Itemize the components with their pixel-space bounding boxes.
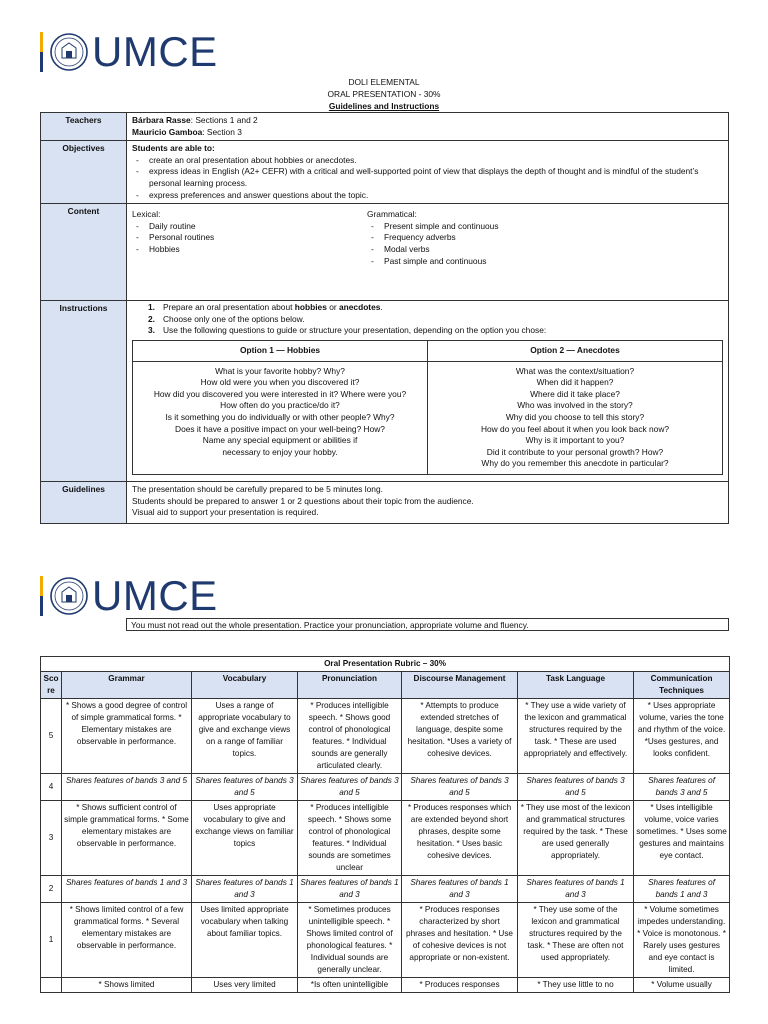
text-line: Why is it important to you?: [525, 435, 625, 446]
text-line: How often do you practice/do it?: [220, 400, 340, 411]
table-cell: 1: [41, 903, 62, 978]
list-item: - create an oral presentation about hobbies or anecdotes.: [132, 155, 723, 167]
list-item: - Hobbies: [132, 244, 367, 256]
table-cell: Shares features of bands 1 and 3: [62, 876, 192, 903]
header-vocabulary: Vocabulary: [192, 672, 298, 699]
text-line: What is your favorite hobby? Why?: [215, 365, 345, 376]
table-cell: [41, 978, 62, 993]
table-row: [41, 978, 730, 993]
umce-logo: [40, 28, 218, 75]
content-label: Content: [41, 204, 127, 301]
list-item: - express ideas in English (A2+ CEFR) with a critical and well-supported point of view that displays the depth of thought and is mindful of the student’s personal learning process.: [132, 166, 723, 189]
table-cell: * Volume usually: [634, 978, 730, 993]
presentation-note: You must not read out the whole presentation. Practice your pronunciation, appropriate volume and fluency.: [126, 618, 729, 631]
text-line: How old were you when you discovered it?: [200, 377, 360, 388]
rubric-title: Oral Presentation Rubric – 30%: [41, 657, 730, 672]
table-cell: * Shows limited control of a few grammatical forms. * Several elementary mistakes are observable in performance.: [62, 903, 192, 978]
table-cell: Uses appropriate vocabulary to give and exchange views on familiar topics: [192, 801, 298, 876]
table-cell: Shares features of bands 3 and 5: [402, 774, 518, 801]
text-line: How do you feel about it when you look back now?: [480, 423, 670, 434]
lexical-block: [132, 209, 367, 267]
table-cell: Uses a range of appropriate vocabulary to give and exchange views on a range of familiar topics.: [192, 699, 298, 774]
list-item: - Frequency adverbs: [367, 232, 499, 244]
instructions-value: [127, 301, 729, 482]
table-row: [41, 801, 730, 876]
table-cell: * Volume sometimes impedes understanding. * Voice is monotonous. * Rarely uses gestures and eye contact is limited.: [634, 903, 730, 978]
table-cell: * Attempts to produce extended stretches of language, despite some hesitation. *Uses a variety of cohesive devices.: [402, 699, 518, 774]
objectives-row: [41, 141, 729, 204]
table-cell: Shares features of bands 1 and 3: [634, 876, 730, 903]
content-row: [41, 204, 729, 301]
table-cell: * They use most of the lexicon and grammatical structures required by the task. * These are used generally appropriately.: [518, 801, 634, 876]
table-cell: * Uses intelligible volume, voice varies sometimes. * Uses some gestures and maintains eye contact.: [634, 801, 730, 876]
teacher-2-sections: : Section 3: [202, 126, 242, 137]
umce-logo-page-2: [40, 572, 218, 619]
table-row: [41, 699, 730, 774]
list-item: - express preferences and answer questions about the topic.: [132, 190, 723, 202]
list-item: - Daily routine: [132, 221, 367, 233]
objectives-label: Objectives: [41, 141, 127, 204]
text-line: Why did you choose to tell this story?: [505, 411, 645, 422]
table-cell: Shares features of bands 1 and 3: [298, 876, 402, 903]
instructions-label: Instructions: [41, 301, 127, 482]
list-item: - Modal verbs: [367, 244, 499, 256]
table-cell: * Shows sufficient control of simple grammatical forms. * Some elementary mistakes are observable in performance.: [62, 801, 192, 876]
objectives-intro: Students are able to:: [132, 143, 215, 154]
list-item: 2. Choose only one of the options below.: [148, 313, 305, 324]
options-table: [132, 340, 723, 475]
text-line: Why do you remember this anecdote in particular?: [481, 458, 669, 469]
table-cell: * Produces responses which are extended beyond short phrases, despite some hesitation. * Uses basic cohesive devices.: [402, 801, 518, 876]
instructions-row: [41, 301, 729, 482]
guidelines-value: [127, 481, 729, 523]
table-row: [41, 774, 730, 801]
option-1-title: Option 1 — Hobbies: [133, 340, 428, 361]
assessment-name: ORAL PRESENTATION - 30%: [327, 89, 441, 99]
table-cell: * They use a wide variety of the lexicon and grammatical structures required by the task. * These are used appropriately and effectively.: [518, 699, 634, 774]
university-seal-icon: [49, 32, 89, 72]
logo-wordmark: UMCE: [92, 572, 218, 619]
content-value: [127, 204, 729, 301]
table-cell: Shares features of bands 3 and 5: [298, 774, 402, 801]
logo-color-bar: [40, 32, 43, 72]
table-cell: Shares features of bands 3 and 5: [518, 774, 634, 801]
table-cell: * Sometimes produces unintelligible speech. * Shows limited control of phonological features. * Individual sounds are generally unclear.: [298, 903, 402, 978]
table-cell: Shares features of bands 1 and 3: [402, 876, 518, 903]
instructions-list: [132, 302, 723, 337]
header-discourse: Discourse Management: [402, 672, 518, 699]
text-line: Students should be prepared to answer 1 or 2 questions about their topic from the audience.: [132, 495, 474, 506]
grammatical-block: [367, 209, 499, 267]
header-pronunciation: Pronunciation: [298, 672, 402, 699]
table-row: [41, 876, 730, 903]
text-line: Where did it take place?: [530, 388, 620, 399]
table-cell: * They use some of the lexicon and grammatical structures required by the task. * These are often not used appropriately.: [518, 903, 634, 978]
table-cell: Shares features of bands 3 and 5: [62, 774, 192, 801]
teacher-1-name: Bárbara Rasse: [132, 115, 191, 125]
lexical-heading: Lexical:: [132, 209, 161, 220]
guidelines-label: Guidelines: [41, 481, 127, 523]
table-cell: 5: [41, 699, 62, 774]
table-cell: * Shows a good degree of control of simple grammatical forms. * Elementary mistakes are observable in performance.: [62, 699, 192, 774]
list-item: - Past simple and continuous: [367, 256, 499, 268]
text-line: Does it have a positive impact on your well-being? How?: [175, 423, 385, 434]
option-2-questions: [428, 361, 723, 474]
text-line: Visual aid to support your presentation is required.: [132, 507, 319, 518]
teachers-value: [127, 113, 729, 141]
text-line: Did it contribute to your personal growth? How?: [486, 446, 664, 457]
teachers-row: [41, 113, 729, 141]
course-name: DOLI ELEMENTAL: [348, 77, 420, 87]
table-cell: Shares features of bands 1 and 3: [192, 876, 298, 903]
header-grammar: Grammar: [62, 672, 192, 699]
logo-wordmark: UMCE: [92, 28, 218, 75]
text-line: [132, 209, 723, 267]
objectives-list: [132, 155, 723, 201]
table-cell: *Is often unintelligible: [298, 978, 402, 993]
text-line: Name any special equipment or abilities if necessary to enjoy your hobby.: [202, 435, 358, 457]
header-task-language: Task Language: [518, 672, 634, 699]
text-line: How did you discovered you were interested in it? Where were you?: [153, 388, 407, 399]
document-title: Guidelines and Instructions: [328, 101, 440, 111]
guidelines-table: [40, 112, 729, 524]
logo-color-bar: [40, 576, 43, 616]
list-item: - Present simple and continuous: [367, 221, 499, 233]
text-line: Who was involved in the story?: [517, 400, 633, 411]
university-seal-icon: [49, 576, 89, 616]
table-cell: * Produces responses: [402, 978, 518, 993]
option-1-questions: [133, 361, 428, 474]
table-cell: Uses limited appropriate vocabulary when talking about familiar topics.: [192, 903, 298, 978]
table-cell: Shares features of bands 1 and 3: [518, 876, 634, 903]
table-cell: * Uses appropriate volume, varies the tone and rhythm of the voice. *Uses gestures, and looks confident.: [634, 699, 730, 774]
text-line: When did it happen?: [536, 377, 614, 388]
text-line: What was the context/situation?: [515, 365, 635, 376]
list-item: 3. Use the following questions to guide or structure your presentation, depending on the option you chose:: [148, 325, 547, 336]
teachers-label: Teachers: [41, 113, 127, 141]
grammatical-heading: Grammatical:: [367, 209, 417, 220]
teacher-2-name: Mauricio Gamboa: [132, 126, 203, 137]
objectives-value: [127, 141, 729, 204]
table-cell: * Produces intelligible speech. * Shows some control of phonological features. * Individual sounds are sometimes unclear: [298, 801, 402, 876]
table-cell: * Produces intelligible speech. * Shows good control of phonological features. * Individual sounds are generally articulated clearly.: [298, 699, 402, 774]
table-cell: * They use little to no: [518, 978, 634, 993]
guidelines-row: [41, 481, 729, 523]
table-cell: 2: [41, 876, 62, 903]
table-cell: 3: [41, 801, 62, 876]
header-score: Score: [41, 672, 62, 699]
rubric-header-row: [41, 672, 730, 699]
header-communication: Communication Techniques: [634, 672, 730, 699]
table-cell: Shares features of bands 3 and 5: [192, 774, 298, 801]
list-item: 1. Prepare an oral presentation about hobbies or anecdotes.: [148, 302, 383, 313]
teacher-1-sections: : Sections 1 and 2: [190, 115, 258, 125]
text-line: The presentation should be carefully prepared to be 5 minutes long.: [132, 483, 383, 494]
table-cell: * Produces responses characterized by short phrases and hesitation. * Use of cohesive devices is not appropriate or non-existent.: [402, 903, 518, 978]
list-item: - Personal routines: [132, 232, 367, 244]
option-2-title: Option 2 — Anecdotes: [428, 340, 723, 361]
table-row: [41, 903, 730, 978]
document-header: [0, 76, 768, 112]
text-line: [132, 115, 723, 127]
text-line: [132, 127, 723, 139]
table-cell: Shares features of bands 3 and 5: [634, 774, 730, 801]
table-cell: Uses very limited: [192, 978, 298, 993]
rubric-table: [40, 656, 730, 993]
table-cell: * Shows limited: [62, 978, 192, 993]
text-line: Is it something you do individually or with other people? Why?: [165, 411, 395, 422]
table-cell: 4: [41, 774, 62, 801]
